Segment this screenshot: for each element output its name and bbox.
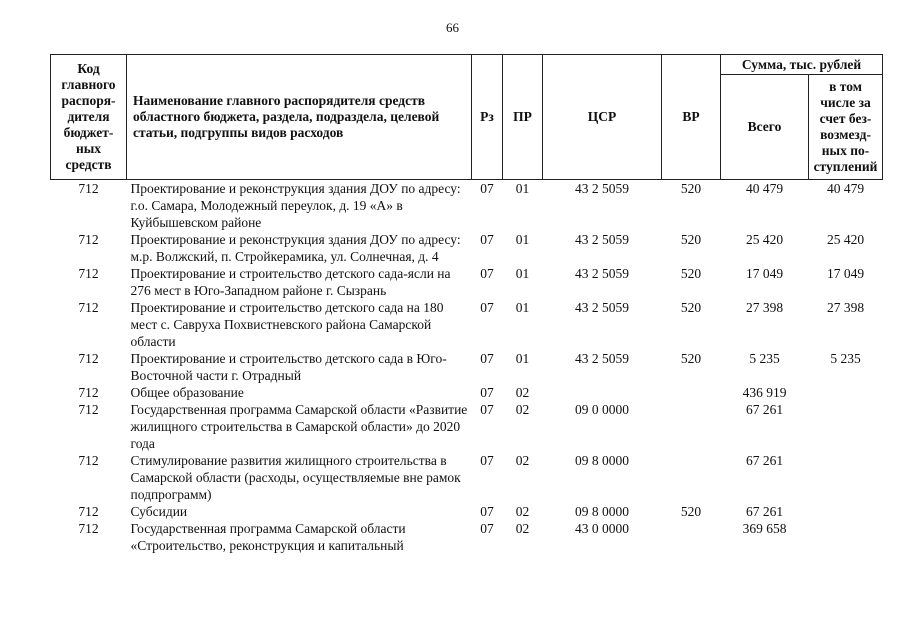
table-row xyxy=(51,299,883,350)
cell-csr xyxy=(543,384,662,401)
cell-vr: 520 xyxy=(680,504,702,519)
cell-total: 25 420 xyxy=(745,232,784,247)
header-sum: Сумма, тыс. рублей xyxy=(721,55,883,75)
cell-vr xyxy=(662,452,721,503)
cell-rz: 07 xyxy=(480,300,494,315)
cell-incl: 5 235 xyxy=(830,351,861,366)
cell-name: Проектирование и реконструкция здания ДОУ по адресу: г.о. Самара, Молодежный переулок, д. 19 «А» в Куйбышевском районе xyxy=(130,181,461,230)
page-number: 66 xyxy=(446,20,459,35)
cell-pr: 02 xyxy=(515,504,530,519)
cell-incl: 25 420 xyxy=(826,232,865,247)
cell-code: 712 xyxy=(78,266,99,281)
cell-rz: 07 xyxy=(480,266,494,281)
cell-vr xyxy=(662,520,721,554)
table-row xyxy=(51,350,883,384)
cell-pr: 01 xyxy=(515,266,530,281)
cell-csr: 09 8 0000 xyxy=(575,504,629,519)
cell-vr: 520 xyxy=(680,232,702,247)
cell-code: 712 xyxy=(78,181,99,196)
cell-name: Общее образование xyxy=(130,385,244,400)
cell-total: 436 919 xyxy=(742,385,787,400)
cell-code: 712 xyxy=(78,402,99,417)
header-csr: ЦСР xyxy=(543,55,662,180)
header-name: Наименование главного распорядителя средств областного бюджета, раздела, подраздела, целевой статьи, подгруппы видов расходов xyxy=(127,55,472,180)
cell-vr xyxy=(662,384,721,401)
cell-total: 40 479 xyxy=(745,181,784,196)
cell-pr: 02 xyxy=(515,402,530,417)
cell-rz: 07 xyxy=(480,351,494,366)
cell-pr: 02 xyxy=(515,385,530,400)
cell-code: 712 xyxy=(78,453,99,468)
cell-code: 712 xyxy=(78,300,99,315)
table-row xyxy=(51,401,883,452)
cell-pr: 01 xyxy=(515,351,530,366)
cell-name: Государственная программа Самарской области «Строительство, реконструкция и капитальный xyxy=(130,521,406,553)
cell-code: 712 xyxy=(78,504,99,519)
cell-name: Проектирование и строительство детского сада в Юго-Восточной части г. Отрадный xyxy=(130,351,447,383)
cell-code: 712 xyxy=(78,351,99,366)
cell-rz: 07 xyxy=(480,402,494,417)
cell-total: 5 235 xyxy=(749,351,780,366)
cell-name: Проектирование и строительство детского сада-ясли на 276 мест в Юго-Западном районе г. Сызрань xyxy=(130,266,451,298)
cell-code: 712 xyxy=(78,521,99,536)
cell-rz: 07 xyxy=(480,385,494,400)
cell-csr: 43 2 5059 xyxy=(575,232,629,247)
cell-code: 712 xyxy=(78,232,99,247)
cell-csr: 43 2 5059 xyxy=(575,181,629,196)
cell-vr: 520 xyxy=(680,351,702,366)
cell-vr: 520 xyxy=(680,181,702,196)
cell-name: Проектирование и строительство детского сада на 180 мест с. Савруха Похвистневского района Самарской области xyxy=(130,300,444,349)
cell-incl xyxy=(809,401,883,452)
header-total: Всего xyxy=(721,75,809,180)
cell-vr: 520 xyxy=(680,266,702,281)
header-vr: ВР xyxy=(662,55,721,180)
cell-pr: 01 xyxy=(515,300,530,315)
table-row xyxy=(51,503,883,520)
cell-incl: 40 479 xyxy=(826,181,865,196)
cell-total: 369 658 xyxy=(742,521,787,536)
cell-total: 67 261 xyxy=(745,504,784,519)
cell-total: 27 398 xyxy=(745,300,784,315)
budget-table xyxy=(50,54,883,554)
cell-incl xyxy=(809,384,883,401)
cell-rz: 07 xyxy=(480,521,494,536)
cell-name: Проектирование и реконструкция здания ДОУ по адресу: м.р. Волжский, п. Стройкерамика, ул. Солнечная, д. 4 xyxy=(130,232,461,264)
header-pr: ПР xyxy=(503,55,543,180)
cell-csr: 43 0 0000 xyxy=(575,521,629,536)
header-code: Код главного распоря-дителя бюджет-ных средств xyxy=(51,55,127,180)
cell-rz: 07 xyxy=(480,181,494,196)
cell-incl xyxy=(809,520,883,554)
cell-csr: 09 8 0000 xyxy=(575,453,629,468)
cell-csr: 09 0 0000 xyxy=(575,402,629,417)
cell-vr: 520 xyxy=(680,300,702,315)
cell-code: 712 xyxy=(78,385,99,400)
header-incl: в том числе за счет без-возмезд-ных по-ступлений xyxy=(809,75,883,180)
cell-rz: 07 xyxy=(480,453,494,468)
cell-pr: 01 xyxy=(515,181,530,196)
table-row xyxy=(51,265,883,299)
cell-name: Стимулирование развития жилищного строительства в Самарской области (расходы, осуществляемые вне рамок подпрограмм) xyxy=(130,453,461,502)
cell-total: 17 049 xyxy=(745,266,784,281)
table-header xyxy=(51,55,883,180)
cell-pr: 02 xyxy=(515,521,530,536)
cell-pr: 01 xyxy=(515,232,530,247)
cell-csr: 43 2 5059 xyxy=(575,300,629,315)
table-row xyxy=(51,180,883,232)
cell-name: Государственная программа Самарской области «Развитие жилищного строительства в Самарской области» до 2020 года xyxy=(130,402,468,451)
cell-pr: 02 xyxy=(515,453,530,468)
cell-incl xyxy=(809,452,883,503)
table-body xyxy=(51,180,883,555)
cell-name: Субсидии xyxy=(130,504,188,519)
cell-incl: 17 049 xyxy=(826,266,865,281)
cell-total: 67 261 xyxy=(745,453,784,468)
table-row xyxy=(51,520,883,554)
cell-incl xyxy=(809,503,883,520)
cell-csr: 43 2 5059 xyxy=(575,351,629,366)
cell-vr xyxy=(662,401,721,452)
cell-csr: 43 2 5059 xyxy=(575,266,629,281)
cell-rz: 07 xyxy=(480,504,494,519)
table-row xyxy=(51,452,883,503)
header-rz: Рз xyxy=(472,55,503,180)
table-row xyxy=(51,384,883,401)
table-row xyxy=(51,231,883,265)
cell-incl: 27 398 xyxy=(826,300,865,315)
cell-total: 67 261 xyxy=(745,402,784,417)
cell-rz: 07 xyxy=(480,232,494,247)
